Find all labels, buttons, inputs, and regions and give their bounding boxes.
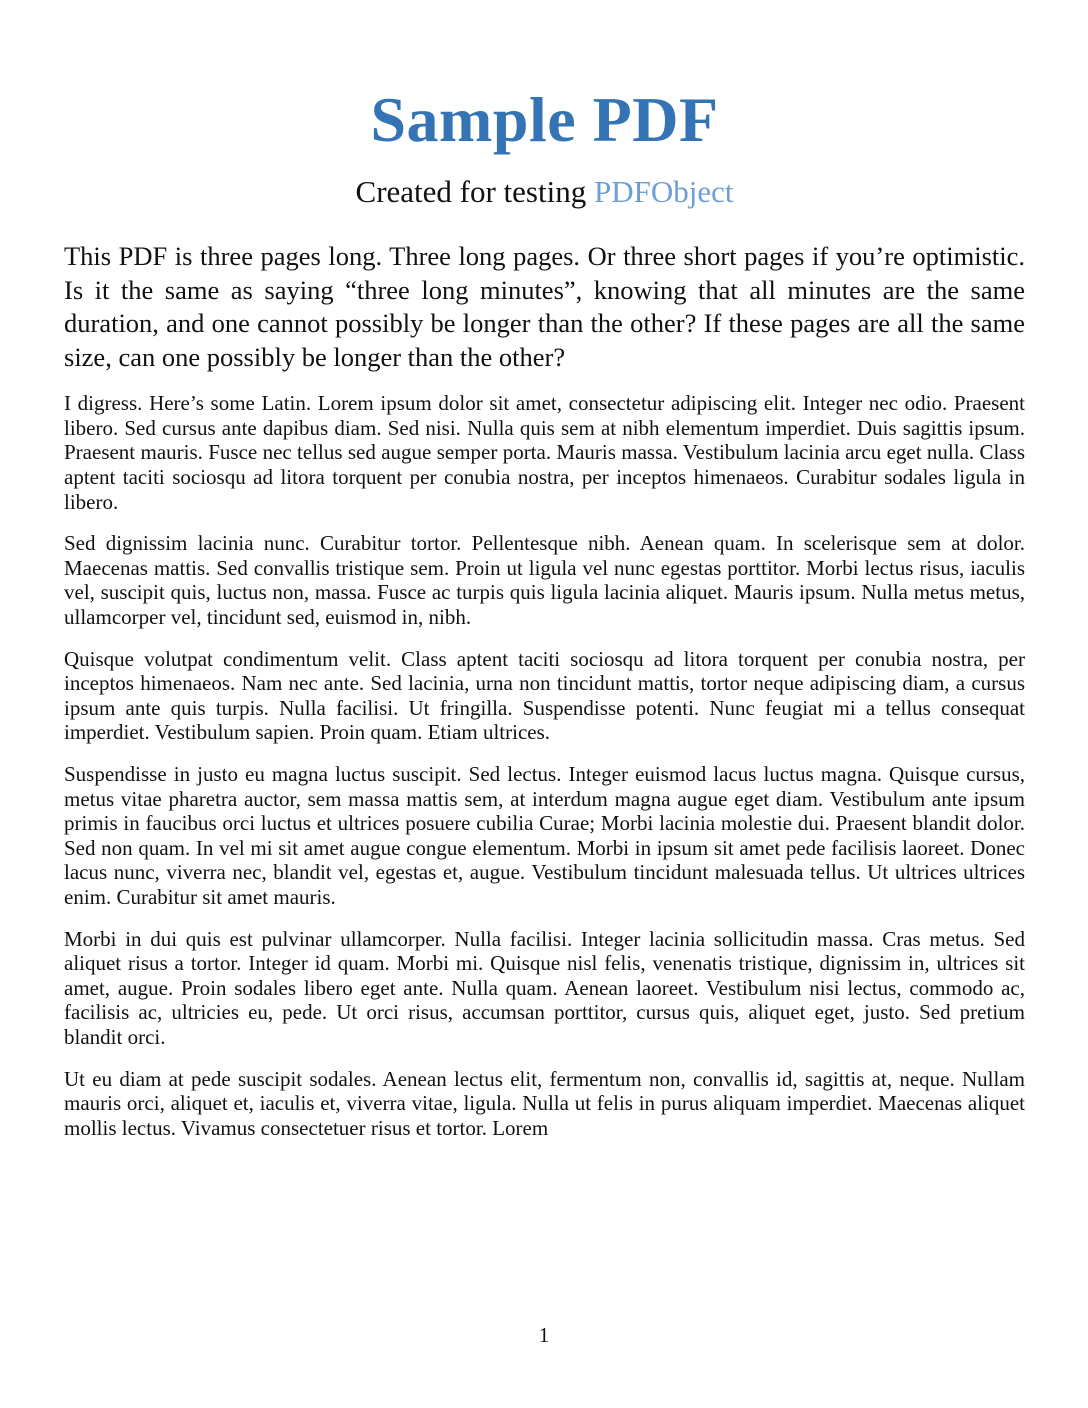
pdfobject-link[interactable]: PDFObject [593,174,734,210]
body-paragraph: Quisque volutpat condimentum velit. Class aptent taciti sociosqu ad litora torquent per conubia nostra, per inceptos himenaeos. Nam nec ante. Sed lacinia, urna non tincidunt mattis, tortor neque adipiscing diam, a cursus ipsum ante quis turpis. Nulla facilisi. Ut fringilla. Suspendisse potenti. Nunc feugiat mi a tellus consequat imperdiet. Vestibulum sapien. Proin quam. Etiam ultrices. [64,646,1025,745]
intro-paragraph: This PDF is three pages long. Three long pages. Or three short pages if you’re optimistic. Is it the same as saying “three long minutes”, knowing that all minutes are the same duration, and one cannot possibly be longer than the other? If these pages are all the same size, can one possibly be longer than the other? [64,241,1025,372]
body-paragraph: Morbi in dui quis est pulvinar ullamcorper. Nulla facilisi. Integer lacinia sollicitudin massa. Cras metus. Sed aliquet risus a tortor. Integer id quam. Morbi mi. Quisque nisl felis, venenatis tristique, dignissim in, ultrices sit amet, augue. Proin sodales libero eget ante. Nulla quam. Aenean laoreet. Vestibulum nisi lectus, commodo ac, facilisis ac, ultricies eu, pede. Ut orci risus, accumsan porttitor, cursus quis, aliquet eget, justo. Sed pretium blandit orci. [64,926,1025,1049]
pdf-page-content [64,0,1025,1140]
page-number: 1 [538,1323,550,1347]
body-paragraph: Ut eu diam at pede suscipit sodales. Aenean lectus elit, fermentum non, convallis id, sagittis at, neque. Nullam mauris orci, aliquet et, iaculis et, viverra vitae, ligula. Nulla ut felis in purus aliquam imperdiet. Maecenas aliquet mollis lectus. Vivamus consectetuer risus et tortor. Lorem [64,1066,1025,1140]
subtitle-text: Created for testing [355,174,587,210]
body-paragraph: Sed dignissim lacinia nunc. Curabitur tortor. Pellentesque nibh. Aenean quam. In scelerisque sem at dolor. Maecenas mattis. Sed convallis tristique sem. Proin ut ligula vel nunc egestas porttitor. Morbi lectus risus, iaculis vel, suscipit quis, luctus non, massa. Fusce ac turpis quis ligula lacinia aliquet. Mauris ipsum. Nulla metus metus, ullamcorper vel, tincidunt sed, euismod in, nibh. [64,531,1025,630]
document-subtitle [64,175,1025,209]
body-paragraph: I digress. Here’s some Latin. Lorem ipsum dolor sit amet, consectetur adipiscing elit. Integer nec odio. Praesent libero. Sed cursus ante dapibus diam. Sed nisi. Nulla quis sem at nibh elementum imperdiet. Duis sagittis ipsum. Praesent mauris. Fusce nec tellus sed augue semper porta. Mauris massa. Vestibulum lacinia arcu eget nulla. Class aptent taciti sociosqu ad litora torquent per conubia nostra, per inceptos himenaeos. Curabitur sodales ligula in libero. [64,391,1025,514]
document-title: Sample PDF [370,84,719,155]
body-paragraph: Suspendisse in justo eu magna luctus suscipit. Sed lectus. Integer euismod lacus luctus magna. Quisque cursus, metus vitae pharetra auctor, sem massa mattis sem, at interdum magna augue eget diam. Vestibulum ante ipsum primis in faucibus orci luctus et ultrices posuere cubilia Curae; Morbi lacinia molestie dui. Praesent blandit dolor. Sed non quam. In vel mi sit amet augue congue elementum. Morbi in ipsum sit amet pede facilisis laoreet. Donec lacus nunc, viverra nec, blandit vel, egestas et, augue. Vestibulum tincidunt malesuada tellus. Ut ultrices ultrices enim. Curabitur sit amet mauris. [64,762,1025,909]
